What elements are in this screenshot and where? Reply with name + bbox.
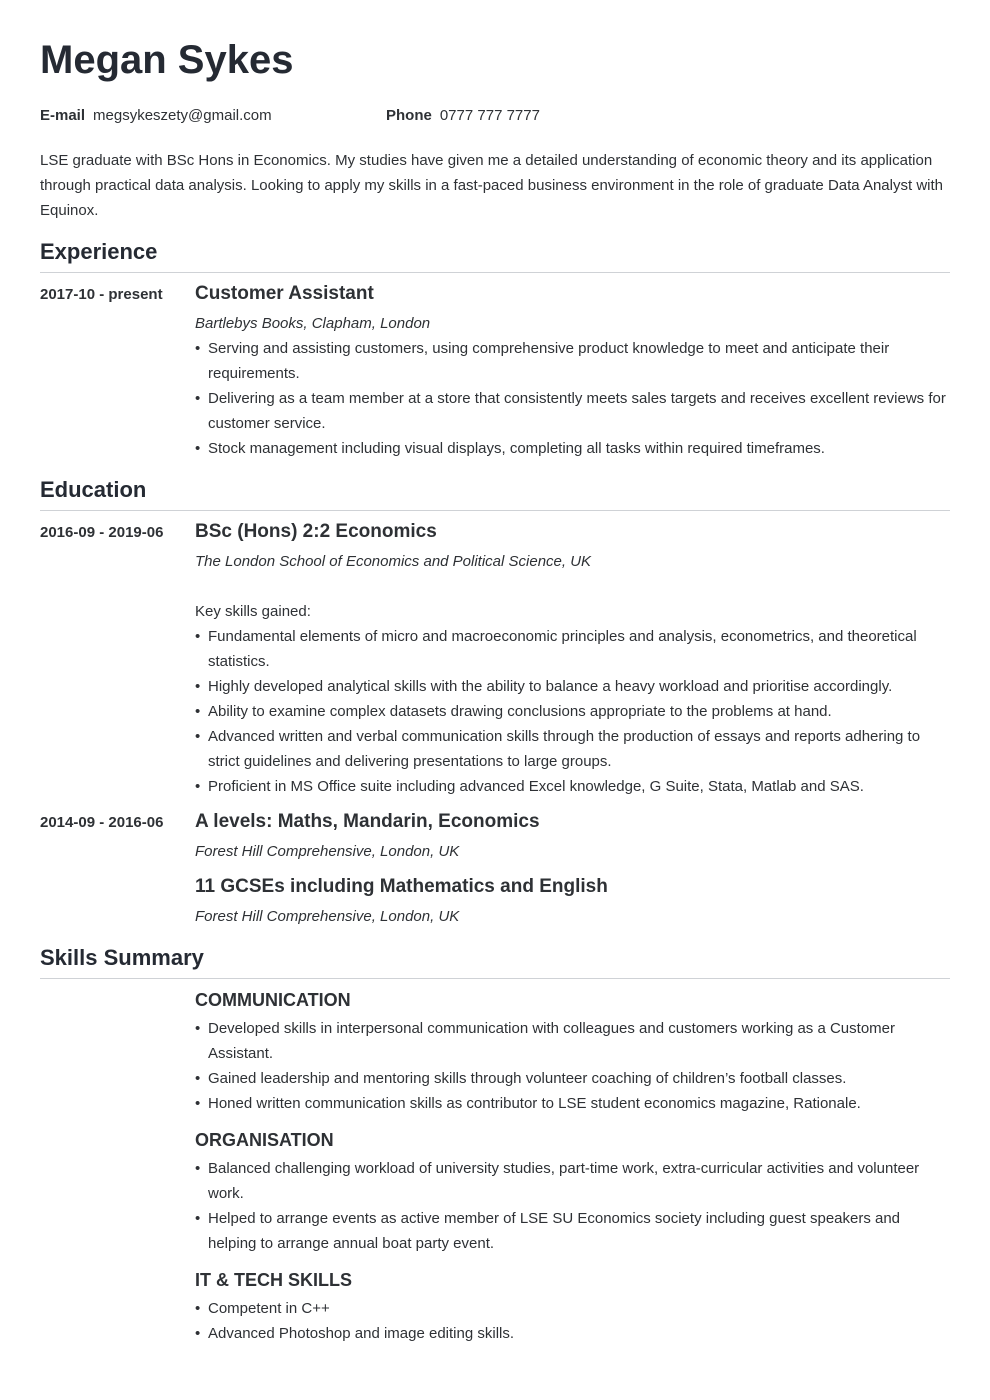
degree-title: BSc (Hons) 2:2 Economics: [195, 521, 437, 542]
list-item: • Serving and assisting customers, using comprehensive product knowledge to meet and anticipate their requirements.: [195, 336, 950, 386]
key-skills-list: [195, 624, 950, 799]
experience-entry: [195, 282, 950, 461]
profile-summary: LSE graduate with BSc Hons in Economics. My studies have given me a detailed understanding of economic theory and its application through practical data analysis. Looking to apply my skills in a fast-paced business environment in the role of graduate Data Analyst with Equinox.: [40, 152, 943, 219]
contact-email: [40, 106, 272, 126]
education-entry-alevels: [195, 810, 950, 864]
skill-group-title: IT & TECH SKILLS: [195, 1270, 352, 1290]
skill-group-title: ORGANISATION: [195, 1130, 334, 1150]
list-item: • Delivering as a team member at a store that consistently meets sales targets and receives excellent reviews for customer service.: [195, 386, 950, 436]
list-item: • Highly developed analytical skills with the ability to balance a heavy workload and prioritise accordingly.: [195, 674, 950, 699]
education-date-degree: 2016-09 - 2019-06: [40, 524, 164, 541]
skill-group-it-tech: [195, 1268, 950, 1346]
list-item: • Developed skills in interpersonal communication with colleagues and customers working as a Customer Assistant.: [195, 1016, 950, 1066]
list-item: • Stock management including visual displays, completing all tasks within required timeframes.: [195, 436, 950, 461]
education-entry-gcse: [195, 875, 950, 929]
email-label: E-mail: [40, 107, 86, 124]
contact-phone: [386, 106, 540, 126]
list-item: • Proficient in MS Office suite including advanced Excel knowledge, G Suite, Stata, Matlab and SAS.: [195, 774, 950, 799]
alevels-title: A levels: Maths, Mandarin, Economics: [195, 811, 540, 832]
section-experience-title: Experience: [40, 238, 950, 273]
skills-groups: [195, 988, 950, 1358]
list-item: • Ability to examine complex datasets drawing conclusions appropriate to the problems at hand.: [195, 699, 950, 724]
gcse-title: 11 GCSEs including Mathematics and English: [195, 876, 608, 897]
section-education-title: Education: [40, 476, 950, 511]
list-item: • Advanced written and verbal communication skills through the production of essays and reports adhering to strict guidelines and delivering presentations to large groups.: [195, 724, 950, 774]
phone-value: 0777 777 7777: [439, 107, 540, 124]
degree-institution: The London School of Economics and Political Science, UK: [195, 553, 592, 570]
skill-list: [195, 1156, 950, 1256]
email-value[interactable]: megsykeszety@gmail.com: [93, 107, 272, 124]
alevels-school: Forest Hill Comprehensive, London, UK: [195, 843, 460, 860]
skill-group-communication: [195, 988, 950, 1116]
experience-date: 2017-10 - present: [40, 286, 163, 303]
list-item: • Fundamental elements of micro and macroeconomic principles and analysis, econometrics, and theoretical statistics.: [195, 624, 950, 674]
list-item: • Helped to arrange events as active member of LSE SU Economics society including guest speakers and helping to arrange annual boat party event.: [195, 1206, 950, 1256]
list-item: • Honed written communication skills as contributor to LSE student economics magazine, Rationale.: [195, 1091, 950, 1116]
job-title: Customer Assistant: [195, 283, 374, 304]
candidate-name: Megan Sykes: [40, 38, 294, 82]
list-item: • Advanced Photoshop and image editing skills.: [195, 1321, 950, 1346]
skill-list: [195, 1296, 950, 1346]
education-date-alevels: 2014-09 - 2016-06: [40, 814, 164, 831]
phone-label: Phone: [386, 107, 432, 124]
job-duties-list: [195, 336, 950, 461]
job-employer: Bartlebys Books, Clapham, London: [195, 315, 431, 332]
education-entry-degree: [195, 520, 950, 799]
list-item: • Balanced challenging workload of university studies, part-time work, extra-curricular activities and volunteer work.: [195, 1156, 950, 1206]
gcse-school: Forest Hill Comprehensive, London, UK: [195, 908, 460, 925]
list-item: • Gained leadership and mentoring skills through volunteer coaching of children’s football classes.: [195, 1066, 950, 1091]
skill-group-organisation: [195, 1128, 950, 1256]
skill-list: [195, 1016, 950, 1116]
section-skills-title: Skills Summary: [40, 944, 950, 979]
list-item: • Competent in C++: [195, 1296, 950, 1321]
key-skills-intro: Key skills gained:: [195, 603, 311, 620]
skill-group-title: COMMUNICATION: [195, 990, 351, 1010]
